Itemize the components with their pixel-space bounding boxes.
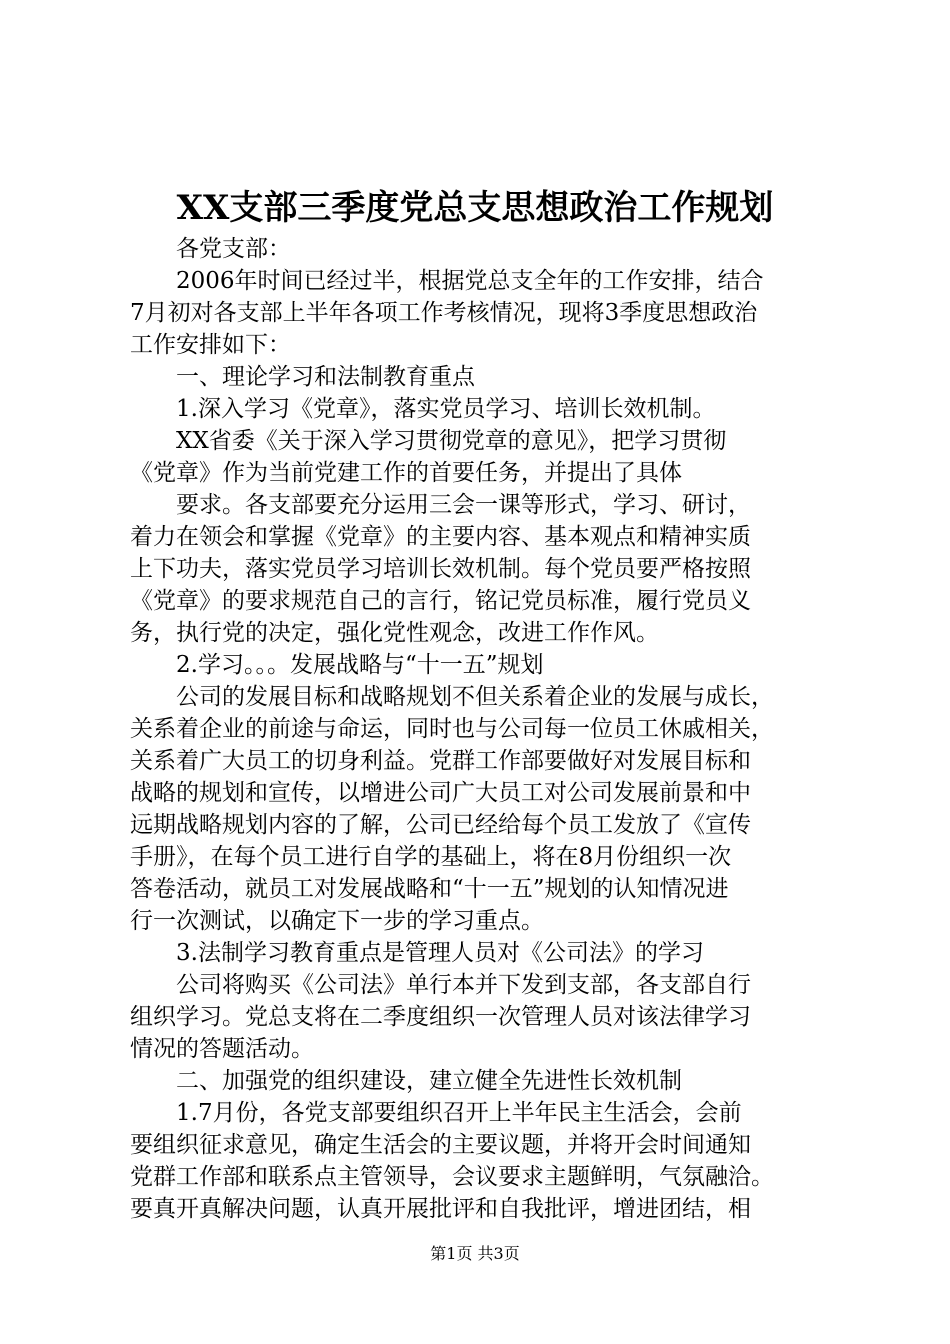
body-line: 远期战略规划内容的了解，公司已经给每个员工发放了《宣传 — [130, 812, 751, 838]
body-line: 组织学习。党总支将在二季度组织一次管理人员对该法律学习 — [130, 1004, 751, 1030]
body-line: 公司将购买《公司法》单行本并下发到支部，各支部自行 — [176, 972, 751, 998]
body-line: 2.学习。。。发展战略与“十一五”规划 — [176, 652, 544, 678]
body-line: 手册》，在每个员工进行自学的基础上，将在8月份组织一次 — [130, 844, 732, 870]
body-line: 各党支部： — [176, 236, 291, 262]
body-line: 公司的发展目标和战略规划不但关系着企业的发展与成长， — [176, 684, 774, 710]
body-line: 行一次测试，以确定下一步的学习重点。 — [130, 908, 544, 934]
body-line: 情况的答题活动。 — [130, 1036, 314, 1062]
body-line: 上下功夫，落实党员学习培训长效机制。每个党员要严格按照 — [130, 556, 751, 582]
body-line: 务，执行党的决定，强化党性观念，改进工作作风。 — [130, 620, 659, 646]
body-line: 要求。各支部要充分运用三会一课等形式，学习、研讨， — [176, 492, 751, 518]
body-line: XX省委《关于深入学习贯彻党章的意见》，把学习贯彻 — [176, 428, 727, 454]
body-line: 答卷活动，就员工对发展战略和“十一五”规划的认知情况进 — [130, 876, 729, 902]
body-line: 3.法制学习教育重点是管理人员对《公司法》的学习 — [176, 940, 704, 966]
body-line: 7月初对各支部上半年各项工作考核情况，现将3季度思想政治 — [130, 300, 758, 326]
body-line: 要组织征求意见，确定生活会的主要议题，并将开会时间通知 — [130, 1132, 751, 1158]
body-line: 《党章》的要求规范自己的言行，铭记党员标准，履行党员义 — [130, 588, 751, 614]
body-line: 工作安排如下： — [130, 332, 291, 358]
body-line: 关系着广大员工的切身利益。党群工作部要做好对发展目标和 — [130, 748, 751, 774]
page-footer: 第1页 共3页 — [430, 1244, 520, 1263]
body-line: 《党章》作为当前党建工作的首要任务，并提出了具体 — [130, 460, 682, 486]
body-line: 要真开真解决问题，认真开展批评和自我批评，增进团结，相 — [130, 1196, 751, 1222]
body-line: 一、理论学习和法制教育重点 — [176, 364, 475, 390]
document-title: XX支部三季度党总支思想政治工作规划 — [176, 188, 774, 228]
body-line: 战略的规划和宣传，以增进公司广大员工对公司发展前景和中 — [130, 780, 751, 806]
body-line: 二、加强党的组织建设，建立健全先进性长效机制 — [176, 1068, 682, 1094]
body-line: 2006年时间已经过半，根据党总支全年的工作安排，结合 — [176, 268, 764, 294]
body-line: 关系着企业的前途与命运，同时也与公司每一位员工休戚相关， — [130, 716, 774, 742]
body-line: 1.深入学习《党章》，落实党员学习、培训长效机制。 — [176, 396, 716, 422]
body-line: 着力在领会和掌握《党章》的主要内容、基本观点和精神实质 — [130, 524, 751, 550]
body-line: 1.7月份，各党支部要组织召开上半年民主生活会，会前 — [176, 1100, 742, 1126]
document-body — [130, 233, 832, 1225]
body-line: 党群工作部和联系点主管领导，会议要求主题鲜明，气氛融洽。 — [130, 1164, 774, 1190]
